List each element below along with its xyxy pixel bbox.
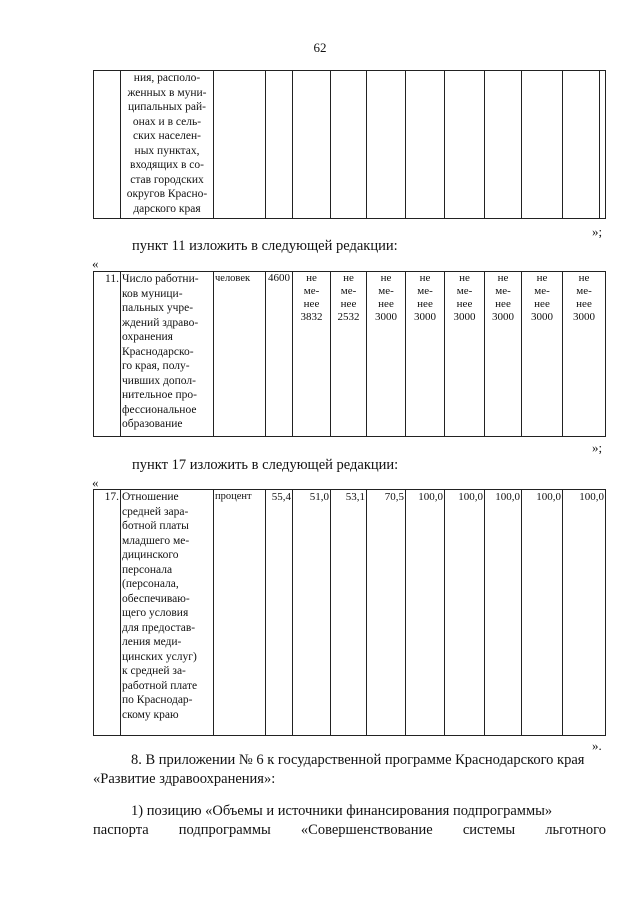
value-line: не: [419, 272, 431, 284]
value-line: 3000: [573, 311, 595, 323]
cell-line: пальных учре-: [122, 302, 194, 314]
unit: процент: [214, 490, 266, 736]
cell-line: ских населен-: [133, 130, 201, 142]
table-cell-name: [121, 71, 214, 219]
table-item-17: [93, 489, 606, 736]
row-number: 11.: [94, 272, 121, 437]
word: подпрограммы: [178, 822, 271, 838]
table-cell: [94, 71, 121, 219]
cell-line: женных в муни-: [127, 86, 207, 99]
word: льготного: [545, 822, 606, 838]
word: паспорта: [93, 822, 149, 838]
paragraph-1-line-1: 1) позицию «Объемы и источники финансирования подпрограммы»: [131, 803, 553, 819]
cell-line: скому краю: [122, 708, 179, 721]
value-line: ме-: [495, 285, 511, 297]
cell-line: ния, располо-: [133, 72, 201, 84]
table-cell: [406, 71, 445, 219]
value-cell: 100,0: [445, 490, 485, 736]
value-cell: [445, 272, 485, 437]
value-line: нее: [303, 298, 320, 310]
close-quote-mark: ».: [592, 738, 602, 753]
cell-line: по Краснодар-: [122, 694, 193, 706]
cell-line: ждений здраво-: [122, 316, 199, 329]
value-cell: 100,0: [485, 490, 522, 736]
cell-line: онах и в сель-: [132, 115, 202, 128]
cell-line: к средней за-: [122, 665, 186, 677]
value-line: не: [578, 272, 590, 284]
value-cell: 55,4: [266, 490, 293, 736]
value-line: ме-: [456, 285, 473, 297]
table-cell: [445, 71, 485, 219]
cell-line: щего условия: [122, 607, 189, 619]
cell-line: ков муници-: [122, 287, 183, 300]
table-cell: [522, 71, 563, 219]
cell-line: работной плате: [122, 679, 198, 692]
value-line: нее: [456, 298, 473, 310]
table-cell: [367, 71, 406, 219]
page-number: 62: [313, 40, 327, 55]
open-quote-mark: «: [92, 475, 99, 490]
value-line: 2532: [337, 311, 360, 323]
value-cell: [522, 272, 563, 437]
value-line: 3000: [453, 311, 476, 323]
paragraph-8-line-1: 8. В приложении № 6 к государственной программе Краснодарского края: [131, 752, 585, 768]
open-quote-mark: «: [92, 256, 99, 271]
cell-line: дицинского: [122, 549, 179, 561]
table-cell: [331, 71, 367, 219]
value-line: не: [459, 272, 470, 284]
cell-line: обеспечиваю-: [122, 592, 190, 605]
value-cell: 100,0: [522, 490, 563, 736]
unit: человек: [214, 272, 266, 437]
value-line: не: [536, 272, 548, 284]
item11-intro: пункт 11 изложить в следующей редакции:: [132, 238, 398, 254]
value-line: нее: [417, 298, 433, 310]
value-cell: [331, 272, 367, 437]
table-continuation: [93, 70, 606, 219]
indicator-name: [121, 490, 214, 736]
table-cell: [293, 71, 331, 219]
value-line: 3000: [531, 311, 553, 323]
cell-line: став городских: [130, 173, 204, 186]
cell-line: ления меди-: [122, 636, 182, 648]
value-line: не: [343, 272, 354, 284]
value-line: ме-: [303, 285, 320, 297]
table-cell: [214, 71, 266, 219]
value-line: ме-: [576, 285, 592, 297]
value-cell: [293, 272, 331, 437]
value-line: 3000: [414, 311, 436, 323]
cell-line: для предостав-: [122, 621, 196, 634]
cell-line: входящих в со-: [130, 159, 204, 171]
word: системы: [462, 822, 516, 838]
value-line: нее: [378, 298, 394, 310]
cell-line: нительное про-: [122, 389, 197, 401]
base-value: 4600: [266, 272, 293, 437]
cell-line: округов Красно-: [126, 188, 208, 200]
cell-line: ных пунктах,: [134, 144, 200, 157]
close-quote-mark: »;: [592, 440, 603, 455]
cell-line: образование: [122, 418, 183, 430]
value-line: не: [380, 272, 392, 284]
cell-line: охранения: [122, 331, 173, 343]
value-line: нее: [495, 298, 511, 310]
table-item-11: [93, 271, 606, 437]
value-cell: 100,0: [563, 490, 606, 736]
value-cell: [563, 272, 606, 437]
row-number: 17.: [94, 490, 121, 736]
cell-line: младшего ме-: [122, 534, 190, 547]
value-line: нее: [576, 298, 592, 310]
value-line: нее: [534, 298, 550, 310]
value-line: ме-: [340, 285, 357, 297]
cell-line: (персонала,: [122, 578, 179, 590]
indicator-name: [121, 272, 214, 437]
cell-line: дарского края: [133, 202, 201, 215]
word: «Совершенствование: [300, 822, 433, 838]
value-line: не: [497, 272, 509, 284]
table-cell: [485, 71, 522, 219]
cell-line: цинских услуг): [122, 650, 197, 663]
table-cell: [266, 71, 293, 219]
cell-line: Отношение: [122, 491, 179, 503]
cell-line: ципальных рай-: [128, 101, 206, 113]
value-cell: [406, 272, 445, 437]
paragraph-1-line-2: [93, 822, 606, 839]
value-line: ме-: [417, 285, 433, 297]
value-line: 3000: [375, 311, 397, 323]
value-line: не: [306, 272, 317, 284]
cell-line: Краснодарско-: [122, 345, 194, 358]
item17-intro: пункт 17 изложить в следующей редакции:: [132, 457, 399, 473]
close-quote-mark: »;: [592, 224, 603, 239]
cell-line: чивших допол-: [122, 374, 196, 387]
cell-line: го края, полу-: [122, 360, 190, 372]
value-line: 3832: [300, 311, 323, 323]
value-cell: 70,5: [367, 490, 406, 736]
cell-line: Число работни-: [122, 273, 199, 285]
value-cell: 51,0: [293, 490, 331, 736]
table-cell: [563, 71, 600, 219]
value-cell: 100,0: [406, 490, 445, 736]
value-cell: 53,1: [331, 490, 367, 736]
paragraph-8-line-2: «Развитие здравоохранения»:: [93, 771, 276, 787]
value-cell: [485, 272, 522, 437]
value-line: ме-: [534, 285, 550, 297]
value-cell: [367, 272, 406, 437]
cell-line: ботной платы: [122, 520, 189, 532]
value-line: ме-: [378, 285, 394, 297]
cell-line: фессиональное: [122, 403, 197, 416]
value-line: 3000: [492, 311, 514, 323]
value-line: нее: [340, 298, 357, 310]
cell-line: персонала: [122, 563, 173, 576]
table-cell: [600, 71, 606, 219]
cell-line: средней зара-: [122, 505, 189, 518]
